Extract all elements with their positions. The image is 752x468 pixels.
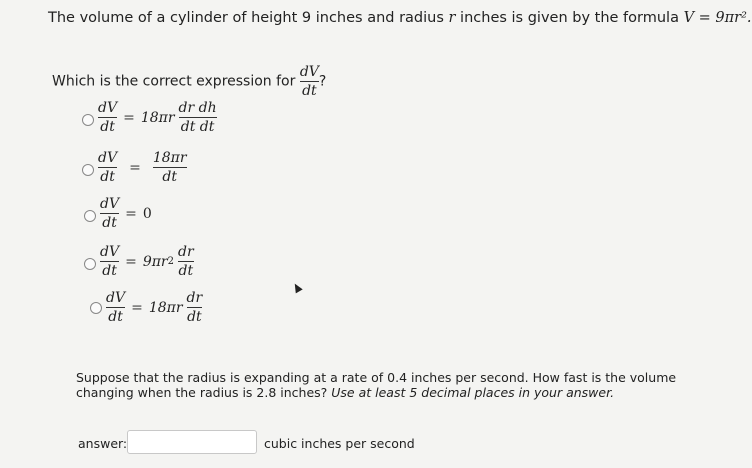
dvdt-fraction — [300, 64, 319, 99]
lhs-denominator: dt — [100, 119, 115, 135]
rhs-denominator: dt — [187, 309, 202, 325]
option-4-expression: $\frac{dV}{dt}$ = 9πr 2 $\frac{dr}{dt}$ — [100, 244, 194, 279]
question-text-part: The volume of a cylinder of height 9 inches and radius — [48, 10, 449, 26]
rhs-denominator: dt — [162, 169, 177, 185]
volume-formula: V = 9πr². — [683, 10, 752, 26]
rhs-numerator: dr dh — [178, 100, 217, 116]
rate-question-body: Suppose that the radius is expanding at a rate of 0.4 inches per second. How fast is the volume changing when the radius is 2.8 inches? — [76, 370, 677, 400]
answer-label: answer: — [78, 436, 128, 451]
question-text-part: inches is given by the formula — [455, 10, 684, 26]
option-5-expression: $\frac{dV}{dt}$ = 18πr $\frac{dr}{dt}$ — [106, 290, 203, 325]
rhs-coefficient: 18πr — [140, 109, 175, 126]
rhs-exponent: 2 — [167, 256, 174, 267]
rhs-numerator: dr — [178, 244, 194, 260]
rhs-value: 0 — [142, 205, 152, 222]
answer-input[interactable] — [127, 430, 257, 454]
lhs-denominator: dt — [102, 263, 117, 279]
rhs-denominator: dt dt — [180, 119, 215, 135]
lhs-denominator: dt — [108, 309, 123, 325]
lhs-numerator: dV — [100, 196, 120, 212]
option-2-expression: $\frac{dV}{dt}$ = $\frac{18\pi r}{dt}$ — [98, 150, 187, 185]
option-4-radio[interactable] — [84, 258, 96, 270]
option-3-expression: $\frac{dV}{dt}$ = 0 — [100, 196, 152, 231]
question-expression-prompt — [52, 64, 326, 99]
lhs-numerator: dV — [106, 290, 126, 306]
rhs-numerator: 18πr — [152, 150, 187, 166]
lhs-denominator: dt — [102, 215, 117, 231]
lhs-numerator: dV — [98, 100, 118, 116]
rhs-numerator: dr — [186, 290, 203, 306]
lhs-numerator: dV — [98, 150, 118, 166]
option-2-radio[interactable] — [82, 164, 94, 176]
lhs-denominator: dt — [100, 169, 115, 185]
rhs-coefficient: 18πr — [148, 299, 183, 316]
frac-denominator: dt — [302, 83, 317, 99]
option-5-radio[interactable] — [90, 302, 102, 314]
option-1-radio[interactable] — [82, 114, 94, 126]
mouse-cursor-icon — [291, 282, 302, 294]
prompt-text: Which is the correct expression for — [52, 73, 300, 90]
lhs-numerator: dV — [100, 244, 120, 260]
radius-variable: r — [448, 10, 456, 26]
question-formula-text — [48, 10, 752, 26]
rhs-coefficient: 9πr — [142, 253, 168, 270]
rate-question-text — [76, 370, 686, 400]
option-1-expression: $\frac{dV}{dt}$ = 18πr $\frac{\text{dr dh}}{\text{dt dt}}$ — [98, 100, 217, 135]
answer-unit: cubic inches per second — [264, 436, 415, 451]
rhs-denominator: dt — [178, 263, 194, 279]
option-3-radio[interactable] — [84, 210, 96, 222]
frac-numerator: dV — [299, 64, 319, 80]
rate-question-instruction: Use at least 5 decimal places in your answer. — [331, 385, 615, 400]
prompt-suffix: ? — [318, 73, 327, 90]
